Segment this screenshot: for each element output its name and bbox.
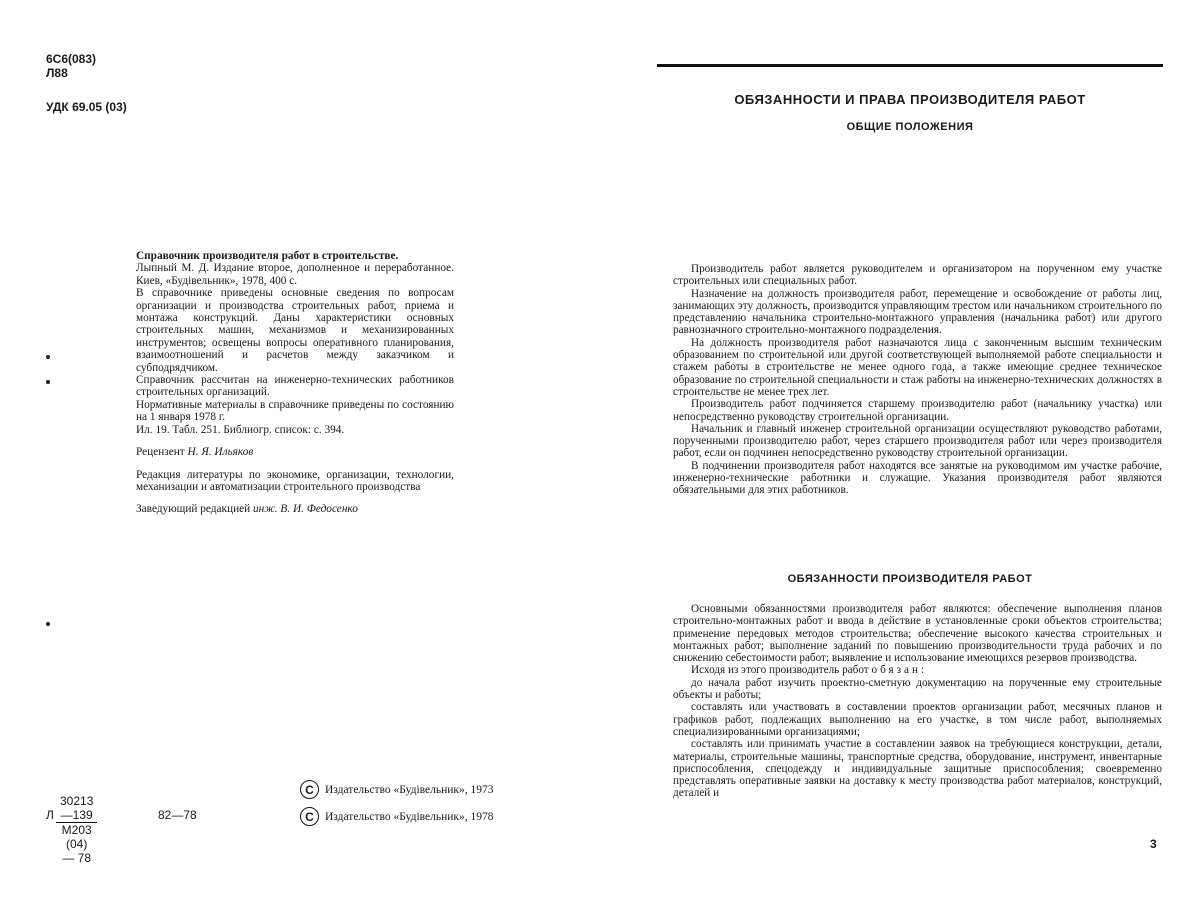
edition-office: Редакция литературы по экономике, организации, технологии, механизации и автоматизации строительного производства xyxy=(136,468,454,493)
paragraph: Производитель работ подчиняется старшему производителю работ (начальнику участка) или непосредственно руководству строительной организации. xyxy=(673,398,1162,423)
duties-heading: ОБЯЗАННОСТИ ПРОИЗВОДИТЕЛЯ РАБОТ xyxy=(787,573,1033,585)
annotation-title: Справочник производителя работ в строительстве. xyxy=(136,250,399,262)
margin-dot xyxy=(46,380,50,384)
general-provisions xyxy=(673,263,1162,497)
annotation-author-edition: Лыпный М. Д. Издание второе, дополненное и переработанное. Киев, «Будівельник», 1978, 400 с. xyxy=(136,262,454,287)
annotation-block xyxy=(136,250,454,516)
reviewer-line xyxy=(136,446,454,458)
margin-dot xyxy=(46,355,50,359)
index-fraction xyxy=(56,794,97,865)
paragraph: Начальник и главный инженер строительной организации осуществляют руководство работами, порученными производителю работ, через старшего производителя работ или через производителя работ, если он подчинен непосредственно руководству строительной организации. xyxy=(673,422,1162,460)
paragraph: Основными обязанностями производителя работ являются: обеспечение выполнения планов строительно-монтажных работ и ввода в действие в установленные сроки объектов строительства; применение передовых методов строительства; обеспечение высокого качества строительных и монтажных работ; выполнение заданий по повышению производительности труда рабочих и по снижению себестоимости работ; выявление и использование имеющихся резервов производства. xyxy=(673,603,1162,665)
copyright-icon: C xyxy=(300,807,319,826)
paragraph: Назначение на должность производителя работ, перемещение и освобождение от работы лиц, занимающих эту должность, производится управляющим трестом или начальником строительного по представлению начальника строительно-монтажного управления (начальника работ) или другого равнозначного строительно-монтажного подразделения. xyxy=(673,287,1162,337)
index-numerator: 30213—139 xyxy=(60,794,94,822)
reviewer-name: Н. Я. Ильяков xyxy=(187,446,254,459)
margin-dot xyxy=(46,622,50,626)
duties-lead: Исходя из этого производитель работ xyxy=(691,664,869,677)
top-rule xyxy=(657,64,1163,67)
section-subtitle: ОБЩИЕ ПОЛОЖЕНИЯ xyxy=(846,121,974,133)
classification-codes xyxy=(46,52,96,80)
duty-item: составлять или принимать участие в составлении заявок на требующиеся конструкции, детали, материалы, строительные машины, транспортные средства, оборудование, инструмент, инвентарные приспособления, спецодежду и индивидуальные защитные приспособления; своевременно представлять оперативные заявки на доставку к месту производства работ материалов, конструкций, деталей и xyxy=(673,738,1162,800)
annotation-stats: Ил. 19. Табл. 251. Библиогр. список: с. 394. xyxy=(136,423,345,436)
page-number: 3 xyxy=(1150,837,1157,851)
copyright-line-1 xyxy=(300,780,494,799)
paragraph: На должность производителя работ назначаются лица с законченным высшим техническим образованием по строительной или другой соответствующей выполняемой работе специальности и стажем работы в строительстве не менее одного года, а также имеющие среднее техническое образование по строительной специальности и стаж работы на инженерно-технических должностях в строительстве не менее трех лет. xyxy=(673,336,1162,398)
copyright-text-2: Издательство «Будівельник», 1978 xyxy=(325,810,494,823)
chapter-title: ОБЯЗАННОСТИ И ПРАВА ПРОИЗВОДИТЕЛЯ РАБОТ xyxy=(734,92,1086,107)
annotation-description: В справочнике приведены основные сведения по вопросам организации и производства строительных работ, приема и монтажа конструкций. Даны характеристики основных строительных машин, механизмов и механизированных инструментов; освещены вопросы оперативного планирования, взаимоотношений и расчетов между заказчиком и субподрядчиком. xyxy=(136,287,454,374)
index-tail: 82—78 xyxy=(158,808,197,822)
class-code: 6С6(083) xyxy=(46,52,97,66)
index-letter: Л xyxy=(46,808,54,822)
copyright-line-2 xyxy=(300,807,494,826)
paragraph: Производитель работ является руководителем и организатором на порученном ему участке строительных или специальных работ. xyxy=(673,263,1162,288)
annotation-audience: Справочник рассчитан на инженерно-технических работников строительных организаций. xyxy=(136,374,454,399)
duties-text xyxy=(673,603,1162,800)
duty-item: до начала работ изучить проектно-сметную документацию на порученные ему строительные объекты и работы; xyxy=(673,676,1162,702)
duties-obligated-word: обязан: xyxy=(871,664,928,677)
head-editor-line xyxy=(136,503,454,515)
copyright-text-1: Издательство «Будівельник», 1973 xyxy=(325,783,494,796)
paragraph: В подчинении производителя работ находятся все занятые на руководимом им участке рабочие, инженерно-технические работники и служащие. Указания производителя работ являются обязательными для этих работников. xyxy=(673,459,1162,497)
head-editor-name: инж. В. И. Федосенко xyxy=(253,503,358,516)
author-code: Л88 xyxy=(46,66,68,80)
duty-item: составлять или участвовать в составлении проектов организации работ, месячных планов и графиков работ, подлежащих выполнению на его участке, в том числе работ, выполняемых специализированными организациями; xyxy=(673,701,1162,738)
reviewer-label: Рецензент xyxy=(136,446,185,459)
paragraph xyxy=(673,664,1162,676)
annotation-normative: Нормативные материалы в справочнике приведены по состоянию на 1 января 1978 г. xyxy=(136,398,454,424)
head-editor-label: Заведующий редакцией xyxy=(136,503,251,516)
index-denominator: М203 (04) — 78 xyxy=(56,822,97,865)
copyright-icon: C xyxy=(300,780,319,799)
udk-code: УДК 69.05 (03) xyxy=(46,100,127,114)
